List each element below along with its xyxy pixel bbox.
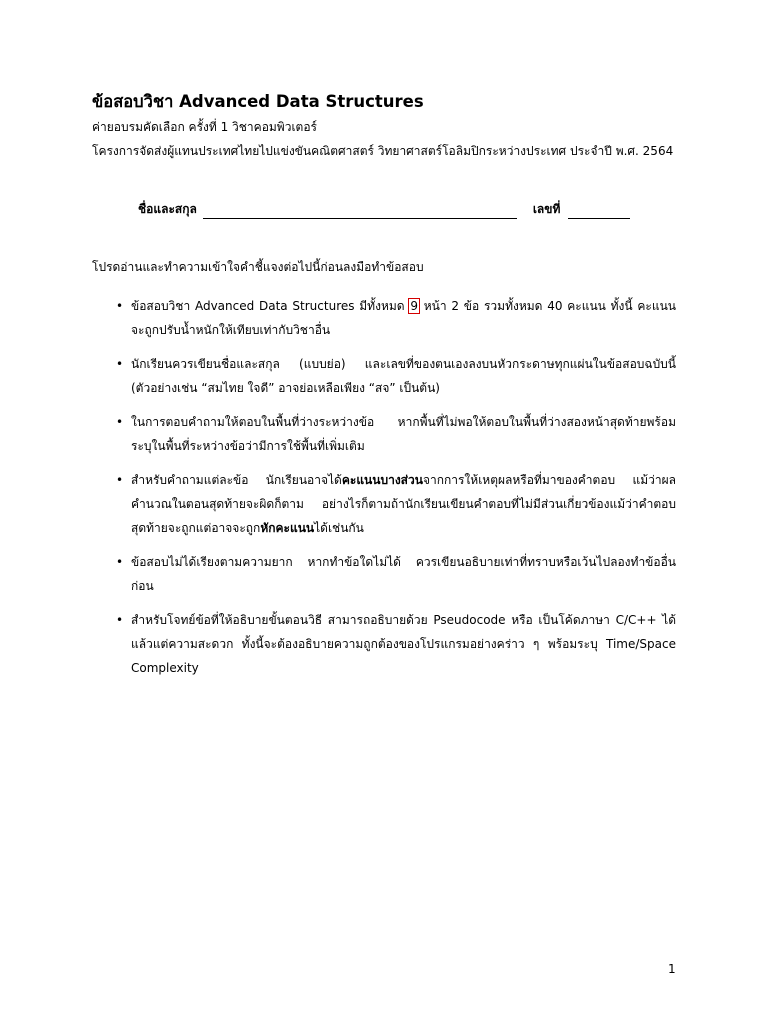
- bullet-icon: •: [116, 357, 124, 371]
- rule-text: ได้เช่นกัน: [314, 521, 364, 535]
- name-number-row: [138, 200, 630, 219]
- document-title: ข้อสอบวิชา Advanced Data Structures: [92, 92, 424, 111]
- rule-text: ข้อสอบวิชา Advanced Data Structures มีทั้งหมด: [131, 299, 410, 313]
- page-count-highlight: 9: [410, 299, 418, 313]
- name-label: ชื่อและสกุล: [138, 202, 197, 216]
- number-blank-line: [568, 204, 630, 219]
- rule-text: สำหรับคำถามแต่ละข้อ นักเรียนอาจได้: [131, 473, 342, 487]
- subtitle-camp: ค่ายอบรมคัดเลือก ครั้งที่ 1 วิชาคอมพิวเตอร์: [92, 120, 318, 134]
- rule-text: นักเรียนควรเขียนชื่อและสกุล (แบบย่อ) และเลขที่ของตนเองลงบนหัวกระดาษทุกแผ่นในข้อสอบฉบับนี้ (ตัวอย่างเช่น “สมไทย ใจดี” อาจย่อเหลือเพียง “สจ” เป็นต้น): [131, 357, 676, 395]
- page-number: 1: [668, 962, 676, 976]
- list-item: [116, 608, 676, 680]
- bullet-icon: •: [116, 555, 124, 569]
- list-item: [116, 294, 676, 342]
- bullet-icon: •: [116, 415, 124, 429]
- bullet-icon: •: [116, 473, 124, 487]
- list-item: [116, 352, 676, 400]
- rule-text: สำหรับโจทย์ข้อที่ให้อธิบายขั้นตอนวิธี สามารถอธิบายด้วย Pseudocode หรือ เป็นโค้ดภาษา C/C++ ได้แล้วแต่ความสะดวก ทั้งนี้จะต้องอธิบายความถูกต้องของโปรแกรมอย่างคร่าว ๆ พร้อมระบุ Time/Space Complexity: [131, 613, 676, 675]
- bullet-icon: •: [116, 613, 124, 627]
- rule-text: ข้อสอบไม่ได้เรียงตามความยาก หากทำข้อใดไม่ได้ ควรเขียนอธิบายเท่าที่ทราบหรือเว้นไปลองทำข้ออื่นก่อน: [131, 555, 676, 593]
- bullet-icon: •: [116, 299, 124, 313]
- subtitle-project: โครงการจัดส่งผู้แทนประเทศไทยไปแข่งขันคณิตศาสตร์ วิทยาศาสตร์โอลิมปิกระหว่างประเทศ ประจำปี พ.ศ. 2564: [92, 144, 674, 158]
- deduction-emphasis: หักคะแนน: [260, 521, 315, 535]
- rule-text: หน้า 2 ข้อ รวมทั้งหมด 40 คะแนน ทั้งนี้ คะแนนจะถูกปรับน้ำหนักให้เทียบเท่ากับวิชาอื่น: [131, 299, 677, 337]
- instructions-intro: โปรดอ่านและทำความเข้าใจคำชี้แจงต่อไปนี้ก่อนลงมือทำข้อสอบ: [92, 260, 424, 274]
- number-label: เลขที่: [532, 202, 561, 216]
- partial-credit-emphasis: คะแนนบางส่วน: [341, 473, 423, 487]
- instruction-list: [116, 294, 676, 690]
- rule-text: ในการตอบคำถามให้ตอบในพื้นที่ว่างระหว่างข้อ หากพื้นที่ไม่พอให้ตอบในพื้นที่ว่างสองหน้าสุดท้ายพร้อมระบุในพื้นที่ระหว่างข้อว่ามีการใช้พื้นที่เพิ่มเติม: [131, 415, 676, 453]
- name-blank-line: [203, 204, 517, 219]
- list-item: [116, 468, 676, 540]
- list-item: [116, 550, 676, 598]
- list-item: [116, 410, 676, 458]
- rule-text: จากการให้เหตุผลหรือที่มาของคำตอบ แม้ว่าผลคำนวณในตอนสุดท้ายจะผิดก็ตาม อย่างไรก็ตามถ้านักเรียนเขียนคำตอบที่ไม่มีส่วนเกี่ยวข้องแม้ว่าคำตอบสุดท้ายจะถูกแต่อาจจะถูก: [131, 473, 676, 535]
